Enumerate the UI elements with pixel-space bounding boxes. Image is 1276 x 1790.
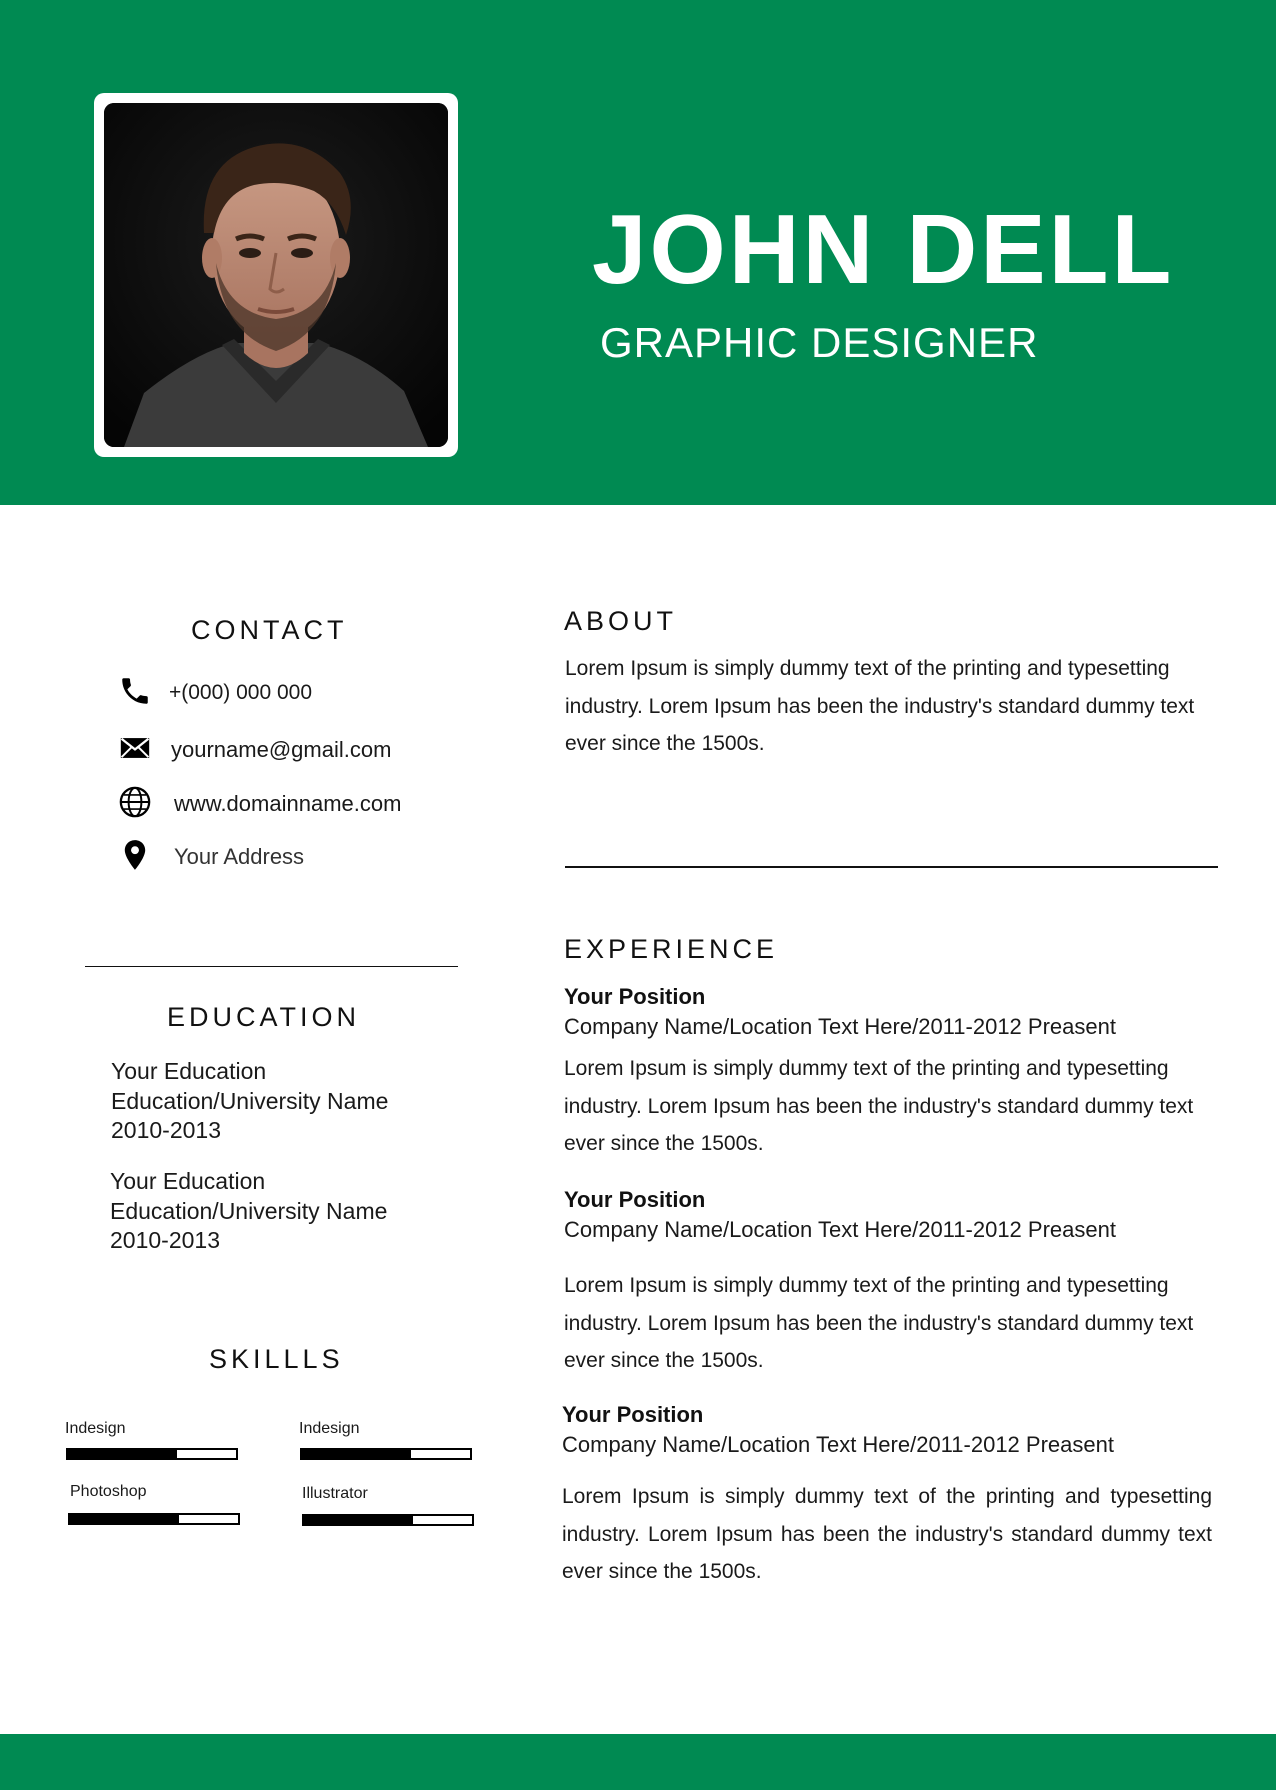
location-pin-icon — [118, 838, 152, 872]
left-divider — [85, 966, 458, 967]
skill-label: Photoshop — [70, 1483, 147, 1500]
education-entry-1 — [111, 1057, 388, 1146]
skill-label: Illustrator — [302, 1485, 368, 1502]
skill-bar — [66, 1448, 238, 1460]
footer-band — [0, 1734, 1276, 1790]
education-entry-2 — [110, 1167, 387, 1256]
experience-position: Your Position — [564, 1187, 706, 1212]
skills-heading: SKILLLS — [209, 1344, 344, 1374]
experience-company: Company Name/Location Text Here/2011-2012 Preasent — [564, 1014, 1116, 1039]
experience-description: Lorem Ipsum is simply dummy text of the printing and typesetting industry. Lorem Ipsum has been the industry's standard dummy text ever since the 1500s. — [564, 1057, 1194, 1155]
about-text: Lorem Ipsum is simply dummy text of the printing and typesetting industry. Lorem Ipsum has been the industry's standard dummy text ever since the 1500s. — [565, 657, 1195, 755]
education-school: Education/University Name — [111, 1087, 389, 1114]
mail-icon — [118, 731, 152, 765]
candidate-role: GRAPHIC DESIGNER — [600, 319, 1039, 366]
education-degree: Your Education — [110, 1168, 266, 1194]
contact-phone-text: +(000) 000 000 — [169, 681, 313, 704]
skill-bar-fill — [68, 1450, 177, 1458]
experience-position: Your Position — [562, 1402, 704, 1427]
education-degree: Your Education — [111, 1058, 267, 1084]
education-school: Education/University Name — [110, 1197, 388, 1224]
contact-heading: CONTACT — [191, 615, 348, 645]
skill-bar — [302, 1514, 474, 1526]
experience-company: Company Name/Location Text Here/2011-2012 Preasent — [564, 1217, 1116, 1242]
skill-bar — [300, 1448, 472, 1460]
profile-photo-frame — [94, 93, 458, 457]
skill-label: Indesign — [65, 1420, 126, 1437]
globe-icon — [118, 785, 152, 819]
portrait-illustration — [104, 103, 448, 447]
education-years: 2010-2013 — [111, 1117, 221, 1143]
candidate-name: JOHN DELL — [592, 194, 1175, 304]
skill-bar-fill — [304, 1516, 413, 1524]
right-divider — [565, 866, 1218, 868]
experience-heading: EXPERIENCE — [564, 934, 779, 964]
experience-description: Lorem Ipsum is simply dummy text of the printing and typesetting industry. Lorem Ipsum has been the industry's standard dummy text ever since the 1500s. — [564, 1274, 1194, 1372]
education-years: 2010-2013 — [110, 1227, 220, 1253]
skill-bar-fill — [70, 1515, 179, 1523]
experience-description: Lorem Ipsum is simply dummy text of the printing and typesetting industry. Lorem Ipsum has been the industry's standard dummy text ever since the 1500s. — [562, 1485, 1212, 1583]
experience-position: Your Position — [564, 984, 706, 1009]
skill-bar-fill — [302, 1450, 411, 1458]
skill-bar — [68, 1513, 240, 1525]
about-heading: ABOUT — [564, 606, 678, 636]
experience-company: Company Name/Location Text Here/2011-2012 Preasent — [562, 1432, 1114, 1457]
contact-phone — [118, 674, 478, 708]
contact-email — [118, 731, 478, 765]
profile-photo — [104, 103, 448, 447]
contact-website-text: www.domainname.com — [174, 791, 402, 816]
contact-address-text: Your Address — [174, 844, 305, 869]
contact-email-text: yourname@gmail.com — [171, 737, 392, 762]
contact-address — [118, 838, 478, 872]
skill-label: Indesign — [299, 1420, 360, 1437]
phone-icon — [118, 674, 152, 708]
contact-website — [118, 785, 478, 819]
education-heading: EDUCATION — [167, 1002, 361, 1032]
